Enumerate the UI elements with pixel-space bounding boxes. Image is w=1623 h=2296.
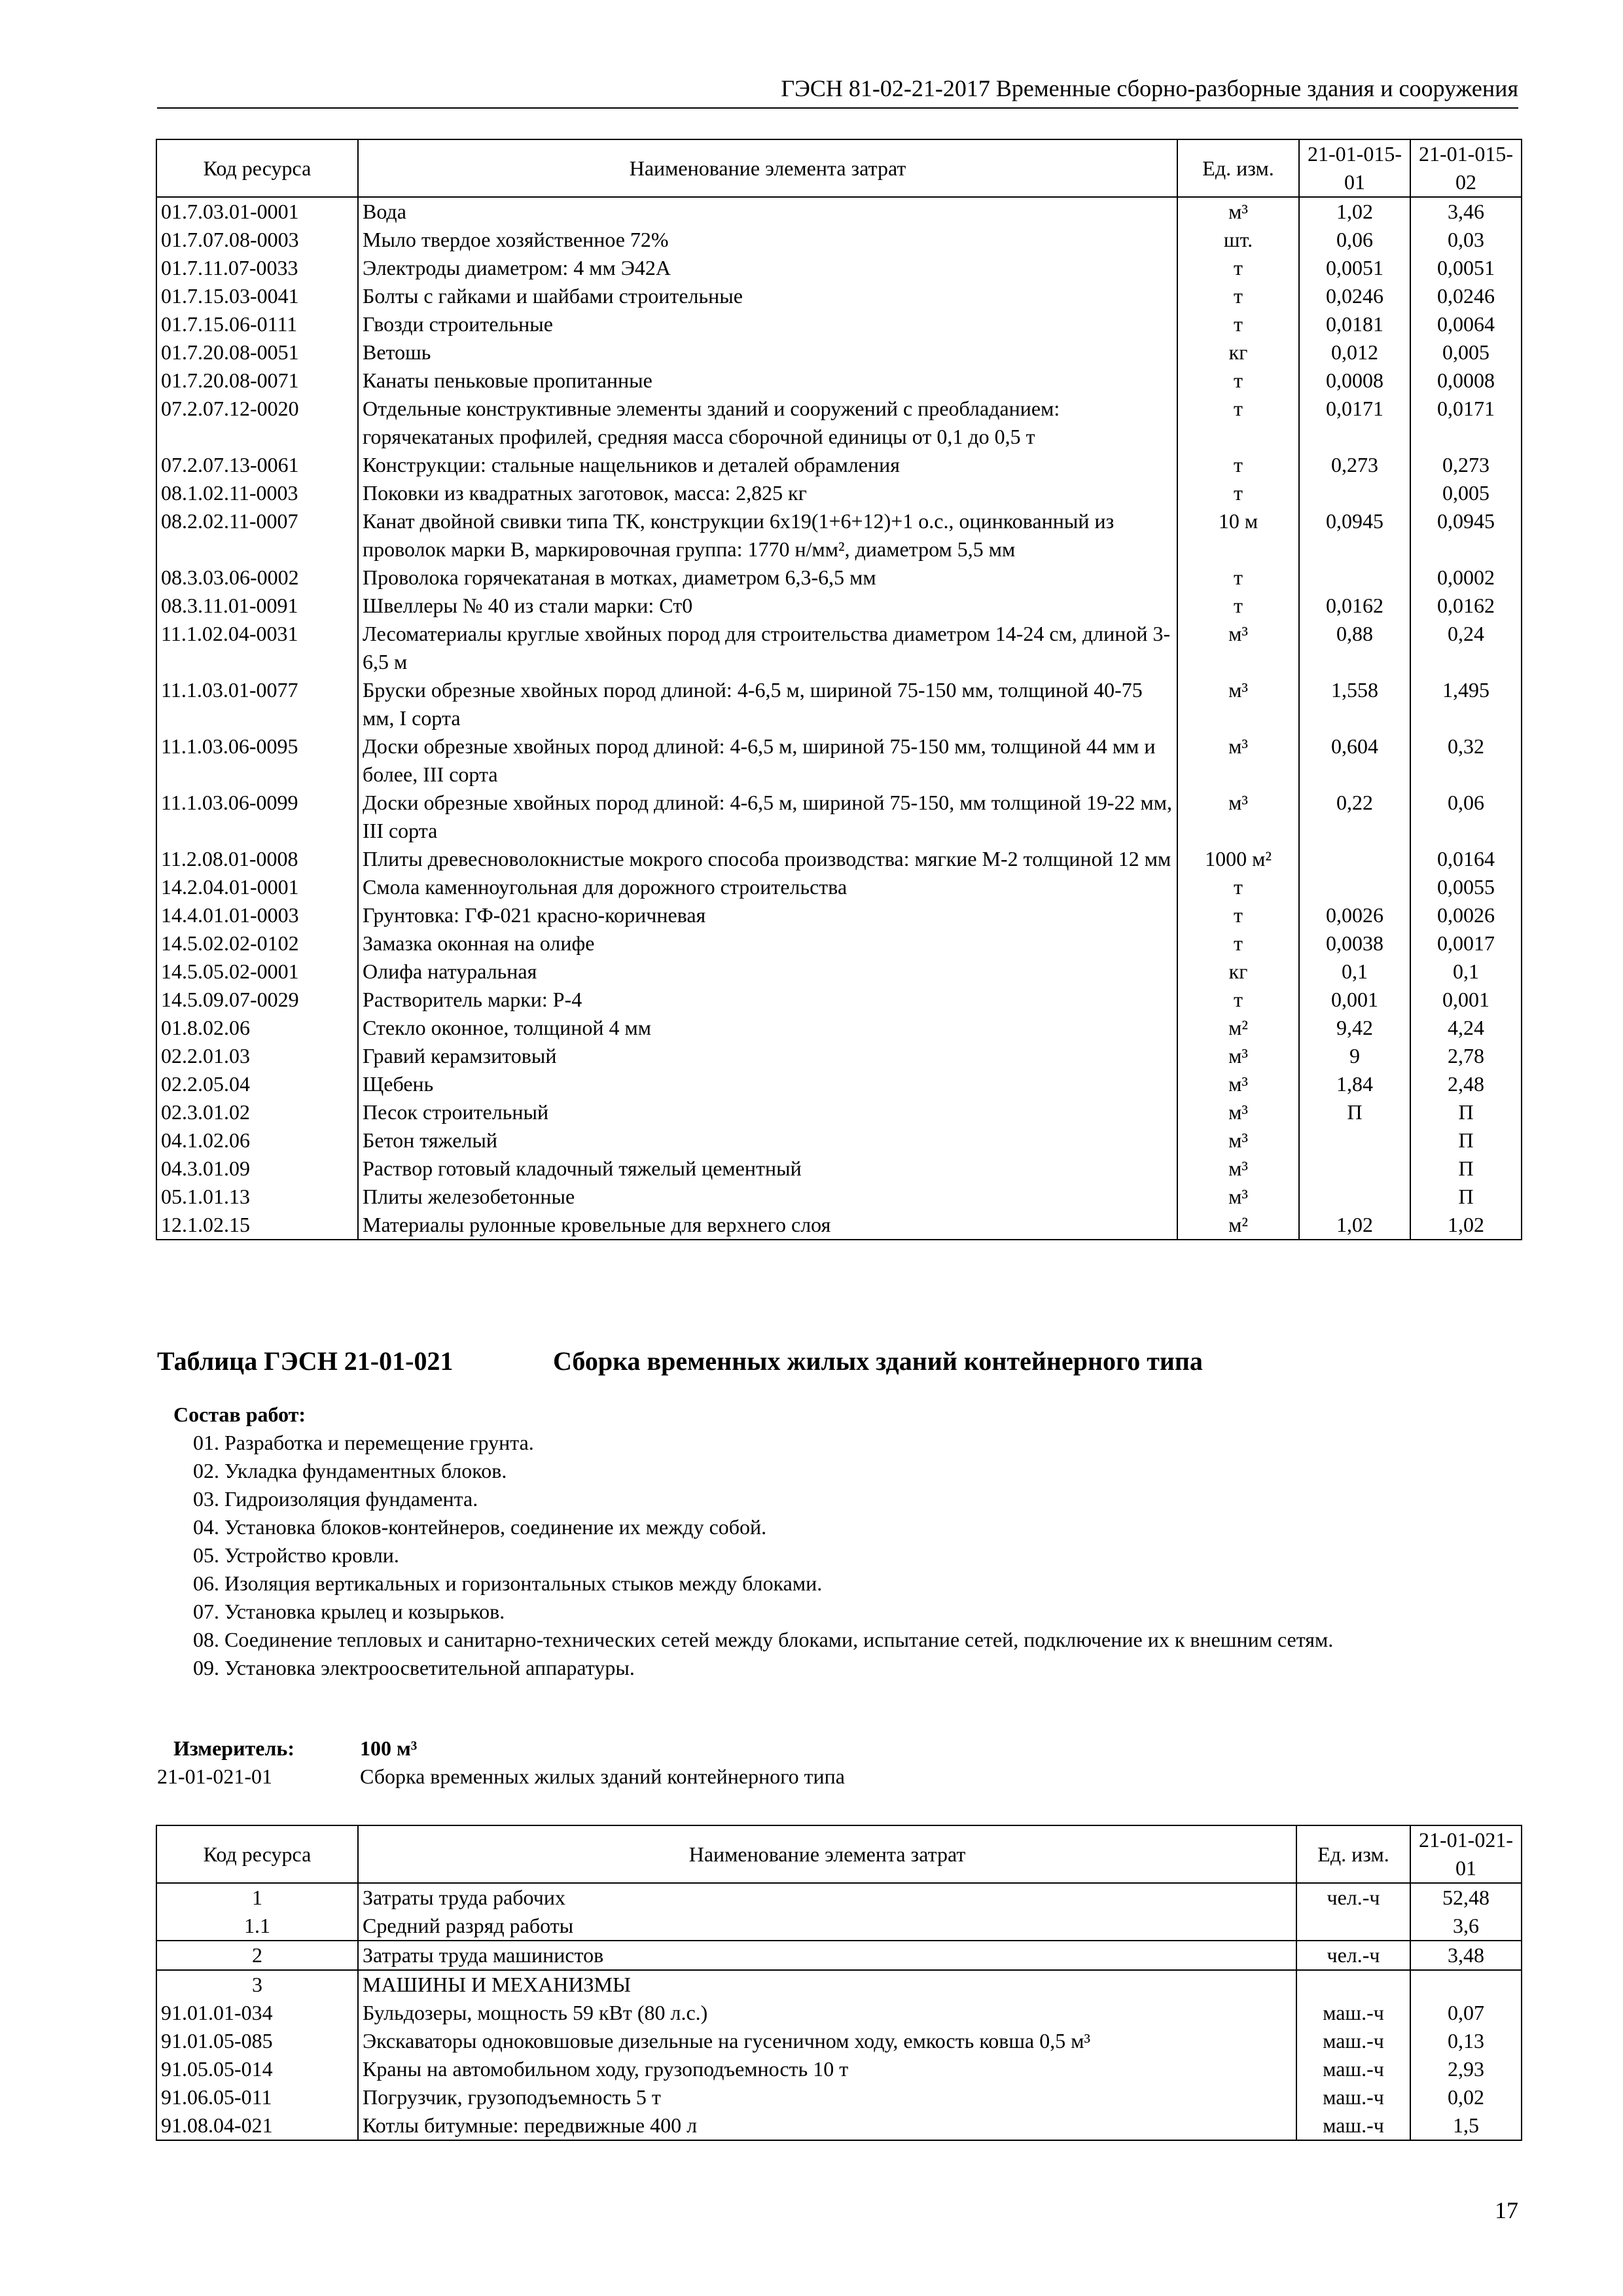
- cell-unit: т: [1177, 254, 1299, 282]
- cell-name: Бруски обрезные хвойных пород длиной: 4-6,5 м, шириной 75-150 мм, толщиной 40-75 мм, I сорта: [358, 676, 1177, 732]
- cell-unit: т: [1177, 367, 1299, 395]
- cell-name: Поковки из квадратных заготовок, масса: 2,825 кг: [358, 479, 1177, 507]
- page-number: 17: [1495, 2197, 1518, 2223]
- cell-name: Канат двойной свивки типа ТК, конструкции 6x19(1+6+12)+1 о.с., оцинкованный из проволок марки В, маркировочная группа: 1770 н/мм², диаметром 5,5 мм: [358, 507, 1177, 564]
- cell-code: 08.3.11.01-0091: [156, 592, 358, 620]
- cell-unit: м³: [1177, 1183, 1299, 1211]
- cell-name: Затраты труда машинистов: [358, 1941, 1296, 1970]
- table-row: [156, 1999, 1522, 2027]
- table-number: Таблица ГЭСН 21-01-021: [157, 1346, 454, 1376]
- cell-norm-2: 0,0002: [1410, 564, 1522, 592]
- table-row: [156, 1155, 1522, 1183]
- cell-code: 01.7.15.03-0041: [156, 282, 358, 310]
- cell-code: 08.3.03.06-0002: [156, 564, 358, 592]
- cell-code: 11.1.02.04-0031: [156, 620, 358, 676]
- cell-norm-1: 9,42: [1299, 1014, 1410, 1042]
- cell-norm-2: 0,005: [1410, 479, 1522, 507]
- cell-code: 01.7.20.08-0051: [156, 338, 358, 367]
- cell-unit: кг: [1177, 958, 1299, 986]
- cell-name: Краны на автомобильном ходу, грузоподъемность 10 т: [358, 2055, 1296, 2083]
- cell-unit: чел.-ч: [1296, 1941, 1410, 1970]
- cell-code: 91.08.04-021: [156, 2111, 358, 2140]
- cell-norm-1: 0,604: [1299, 732, 1410, 789]
- cell-code: 91.01.05-085: [156, 2027, 358, 2055]
- cell-code: 1.1: [156, 1912, 358, 1941]
- cell-code: 04.3.01.09: [156, 1155, 358, 1183]
- works-heading: Состав работ:: [173, 1403, 306, 1426]
- work-item: 03. Гидроизоляция фундамента.: [193, 1487, 478, 1511]
- cell-code: 91.05.05-014: [156, 2055, 358, 2083]
- cell-code: 01.8.02.06: [156, 1014, 358, 1042]
- col-header-code: Код ресурса: [156, 139, 358, 197]
- cell-name: МАШИНЫ И МЕХАНИЗМЫ: [358, 1970, 1296, 1999]
- table-row: [156, 1098, 1522, 1126]
- cell-name: Песок строительный: [358, 1098, 1177, 1126]
- cell-unit: чел.-ч: [1296, 1883, 1410, 1912]
- cell-norm-1: 0,0026: [1299, 901, 1410, 929]
- cell-norm-2: 0,24: [1410, 620, 1522, 676]
- cell-unit: т: [1177, 310, 1299, 338]
- cell-norm-1: П: [1299, 1098, 1410, 1126]
- cell-norm-2: 0,0026: [1410, 901, 1522, 929]
- header-title: ГЭСН 81-02-21-2017 Временные сборно-разборные здания и сооружения: [781, 75, 1518, 101]
- cell-code: 3: [156, 1970, 358, 1999]
- cell-norm-1: [1299, 479, 1410, 507]
- cell-norm-2: П: [1410, 1126, 1522, 1155]
- work-item: 05. Устройство кровли.: [193, 1543, 399, 1567]
- cell-name: Щебень: [358, 1070, 1177, 1098]
- cell-name: Бульдозеры, мощность 59 кВт (80 л.с.): [358, 1999, 1296, 2027]
- table-row: [156, 254, 1522, 282]
- cell-name: Материалы рулонные кровельные для верхнего слоя: [358, 1211, 1177, 1240]
- cell-name: Проволока горячекатаная в мотках, диаметром 6,3-6,5 мм: [358, 564, 1177, 592]
- cell-name: Мыло твердое хозяйственное 72%: [358, 226, 1177, 254]
- cell-norm-2: 0,0008: [1410, 367, 1522, 395]
- cell-norm-1: [1299, 845, 1410, 873]
- cell-norm-2: П: [1410, 1183, 1522, 1211]
- cell-unit: м²: [1177, 1014, 1299, 1042]
- work-item: 07. Установка крылец и козырьков.: [193, 1600, 505, 1623]
- cell-code: 91.06.05-011: [156, 2083, 358, 2111]
- cell-name: Плиты железобетонные: [358, 1183, 1177, 1211]
- table-row: [156, 197, 1522, 226]
- cell-code: 14.5.09.07-0029: [156, 986, 358, 1014]
- table-row: [156, 845, 1522, 873]
- cell-code: 02.2.01.03: [156, 1042, 358, 1070]
- cell-name: Швеллеры № 40 из стали марки: Ст0: [358, 592, 1177, 620]
- meter-label: Измеритель:: [173, 1736, 294, 1760]
- cell-norm-2: 1,495: [1410, 676, 1522, 732]
- cell-norm: [1410, 1970, 1522, 1999]
- table-row: [156, 2111, 1522, 2140]
- cell-unit: м³: [1177, 1070, 1299, 1098]
- col-header-norm-2: 21-01-015-02: [1410, 139, 1522, 197]
- table-row: [156, 338, 1522, 367]
- cell-code: 1: [156, 1883, 358, 1912]
- cell-unit: м³: [1177, 1098, 1299, 1126]
- cell-norm-1: 9: [1299, 1042, 1410, 1070]
- table-row: [156, 901, 1522, 929]
- table-row: [156, 1070, 1522, 1098]
- resource-table-2: [156, 1825, 1522, 2141]
- col-header-norm: 21-01-021-01: [1410, 1825, 1522, 1883]
- meter-block: [157, 1734, 845, 1791]
- cell-unit: т: [1177, 282, 1299, 310]
- cell-unit: м³: [1177, 1155, 1299, 1183]
- cell-norm-2: 0,0246: [1410, 282, 1522, 310]
- work-item: 06. Изоляция вертикальных и горизонтальных стыков между блоками.: [193, 1571, 823, 1595]
- cell-unit: [1296, 1970, 1410, 1999]
- col-header-name: Наименование элемента затрат: [358, 139, 1177, 197]
- cell-code: 04.1.02.06: [156, 1126, 358, 1155]
- cell-norm-1: 0,0171: [1299, 395, 1410, 451]
- cell-unit: м³: [1177, 197, 1299, 226]
- cell-norm-1: 0,22: [1299, 789, 1410, 845]
- cell-norm-1: [1299, 564, 1410, 592]
- cell-norm-2: 0,0162: [1410, 592, 1522, 620]
- table-row: [156, 1970, 1522, 1999]
- cell-norm-1: 1,84: [1299, 1070, 1410, 1098]
- cell-unit: м³: [1177, 676, 1299, 732]
- table-2-body: [156, 1883, 1522, 2140]
- cell-norm-1: [1299, 1126, 1410, 1155]
- page-header: [157, 73, 1518, 109]
- table-row: [156, 479, 1522, 507]
- cell-norm-2: П: [1410, 1098, 1522, 1126]
- table-row: [156, 1912, 1522, 1941]
- cell-name: Грунтовка: ГФ-021 красно-коричневая: [358, 901, 1177, 929]
- cell-unit: кг: [1177, 338, 1299, 367]
- table-row: [156, 367, 1522, 395]
- cell-norm-2: 1,02: [1410, 1211, 1522, 1240]
- cell-name: Затраты труда рабочих: [358, 1883, 1296, 1912]
- cell-unit: шт.: [1177, 226, 1299, 254]
- cell-code: 11.1.03.06-0099: [156, 789, 358, 845]
- cell-norm-2: 0,06: [1410, 789, 1522, 845]
- cell-norm-2: 2,48: [1410, 1070, 1522, 1098]
- cell-code: 01.7.20.08-0071: [156, 367, 358, 395]
- works-list: [173, 1429, 1482, 1682]
- table-row: [156, 1183, 1522, 1211]
- cell-norm-1: [1299, 1183, 1410, 1211]
- cell-unit: т: [1177, 395, 1299, 451]
- cell-name: Средний разряд работы: [358, 1912, 1296, 1941]
- cell-norm-1: [1299, 873, 1410, 901]
- table-row: [156, 1126, 1522, 1155]
- cell-norm-2: 0,0055: [1410, 873, 1522, 901]
- work-item: 09. Установка электроосветительной аппаратуры.: [193, 1656, 635, 1679]
- cell-unit: м³: [1177, 789, 1299, 845]
- cell-norm: 1,5: [1410, 2111, 1522, 2140]
- cell-unit: т: [1177, 451, 1299, 479]
- cell-code: 01.7.11.07-0033: [156, 254, 358, 282]
- cell-unit: т: [1177, 479, 1299, 507]
- cell-name: Лесоматериалы круглые хвойных пород для строительства диаметром 14-24 см, длиной 3-6,5 м: [358, 620, 1177, 676]
- work-item: 01. Разработка и перемещение грунта.: [193, 1431, 534, 1454]
- table-row: [156, 986, 1522, 1014]
- table-row: [156, 282, 1522, 310]
- cell-name: Котлы битумные: передвижные 400 л: [358, 2111, 1296, 2140]
- table-row: [156, 929, 1522, 958]
- cell-name: Доски обрезные хвойных пород длиной: 4-6,5 м, шириной 75-150, мм толщиной 19-22 мм, III сорта: [358, 789, 1177, 845]
- work-item: 04. Установка блоков-контейнеров, соединение их между собой.: [193, 1515, 767, 1539]
- cell-unit: м³: [1177, 620, 1299, 676]
- table-row: [156, 592, 1522, 620]
- cell-unit: маш.-ч: [1296, 1999, 1410, 2027]
- table-row: [156, 1941, 1522, 1970]
- table-row: [156, 2027, 1522, 2055]
- works-composition: [173, 1401, 1482, 1682]
- cell-name: Стекло оконное, толщиной 4 мм: [358, 1014, 1177, 1042]
- cell-name: Замазка оконная на олифе: [358, 929, 1177, 958]
- table-row: [156, 676, 1522, 732]
- cell-norm-1: 0,273: [1299, 451, 1410, 479]
- table-row: [156, 507, 1522, 564]
- cell-norm-2: 0,32: [1410, 732, 1522, 789]
- cell-name: Болты с гайками и шайбами строительные: [358, 282, 1177, 310]
- table-name: Сборка временных жилых зданий контейнерного типа: [553, 1346, 1203, 1376]
- cell-norm-2: 0,0017: [1410, 929, 1522, 958]
- norm-description: Сборка временных жилых зданий контейнерного типа: [360, 1765, 845, 1788]
- table-row: [156, 310, 1522, 338]
- cell-norm-1: 0,0246: [1299, 282, 1410, 310]
- cell-name: Конструкции: стальные нащельников и деталей обрамления: [358, 451, 1177, 479]
- cell-norm: 3,48: [1410, 1941, 1522, 1970]
- cell-code: 08.2.02.11-0007: [156, 507, 358, 564]
- cell-code: 01.7.07.08-0003: [156, 226, 358, 254]
- cell-name: Электроды диаметром: 4 мм Э42А: [358, 254, 1177, 282]
- cell-code: 11.2.08.01-0008: [156, 845, 358, 873]
- cell-norm-1: 1,02: [1299, 197, 1410, 226]
- table-row: [156, 873, 1522, 901]
- cell-norm: 0,07: [1410, 1999, 1522, 2027]
- table-row: [156, 958, 1522, 986]
- table-row: [156, 1211, 1522, 1240]
- cell-code: 11.1.03.06-0095: [156, 732, 358, 789]
- resource-table-1: [156, 139, 1522, 1240]
- cell-norm-1: [1299, 1155, 1410, 1183]
- cell-name: Растворитель марки: Р-4: [358, 986, 1177, 1014]
- cell-norm-2: 0,1: [1410, 958, 1522, 986]
- table-title: [157, 1343, 1203, 1380]
- cell-code: 12.1.02.15: [156, 1211, 358, 1240]
- col-header-code: Код ресурса: [156, 1825, 358, 1883]
- cell-name: Вода: [358, 197, 1177, 226]
- cell-name: Смола каменноугольная для дорожного строительства: [358, 873, 1177, 901]
- cell-name: Доски обрезные хвойных пород длиной: 4-6,5 м, шириной 75-150 мм, толщиной 44 мм и более, III сорта: [358, 732, 1177, 789]
- table-row: [156, 2083, 1522, 2111]
- cell-code: 05.1.01.13: [156, 1183, 358, 1211]
- cell-norm-2: 0,0064: [1410, 310, 1522, 338]
- cell-unit: 1000 м²: [1177, 845, 1299, 873]
- cell-unit: маш.-ч: [1296, 2055, 1410, 2083]
- norm-code: 21-01-021-01: [157, 1765, 272, 1788]
- cell-unit: т: [1177, 873, 1299, 901]
- cell-norm-2: 0,273: [1410, 451, 1522, 479]
- cell-code: 07.2.07.13-0061: [156, 451, 358, 479]
- table-row: [156, 1042, 1522, 1070]
- cell-code: 02.3.01.02: [156, 1098, 358, 1126]
- cell-norm-1: 0,0008: [1299, 367, 1410, 395]
- cell-code: 02.2.05.04: [156, 1070, 358, 1098]
- cell-norm-1: 0,0038: [1299, 929, 1410, 958]
- cell-code: 2: [156, 1941, 358, 1970]
- cell-name: Гвозди строительные: [358, 310, 1177, 338]
- work-item: 08. Соединение тепловых и санитарно-технических сетей между блоками, испытание сетей, подключение их к внешним сетям.: [193, 1628, 1334, 1651]
- cell-norm-1: 0,06: [1299, 226, 1410, 254]
- work-item: 02. Укладка фундаментных блоков.: [193, 1459, 507, 1482]
- cell-code: 14.2.04.01-0001: [156, 873, 358, 901]
- table-row: [156, 2055, 1522, 2083]
- cell-name: Ветошь: [358, 338, 1177, 367]
- cell-code: 11.1.03.01-0077: [156, 676, 358, 732]
- cell-unit: т: [1177, 929, 1299, 958]
- cell-code: 14.4.01.01-0003: [156, 901, 358, 929]
- cell-unit: м³: [1177, 1126, 1299, 1155]
- cell-unit: м²: [1177, 1211, 1299, 1240]
- cell-norm: 3,6: [1410, 1912, 1522, 1941]
- cell-code: 07.2.07.12-0020: [156, 395, 358, 451]
- cell-unit: [1296, 1912, 1410, 1941]
- col-header-unit: Ед. изм.: [1296, 1825, 1410, 1883]
- cell-name: Гравий керамзитовый: [358, 1042, 1177, 1070]
- cell-name: Плиты древесноволокнистые мокрого способа производства: мягкие М-2 толщиной 12 мм: [358, 845, 1177, 873]
- cell-norm-2: 0,03: [1410, 226, 1522, 254]
- cell-norm-2: 4,24: [1410, 1014, 1522, 1042]
- cell-norm: 0,13: [1410, 2027, 1522, 2055]
- cell-code: 01.7.03.01-0001: [156, 197, 358, 226]
- cell-norm: 52,48: [1410, 1883, 1522, 1912]
- cell-unit: т: [1177, 564, 1299, 592]
- cell-norm-2: П: [1410, 1155, 1522, 1183]
- cell-norm-2: 2,78: [1410, 1042, 1522, 1070]
- cell-norm-2: 0,0945: [1410, 507, 1522, 564]
- cell-norm-2: 0,0164: [1410, 845, 1522, 873]
- table-row: [156, 1014, 1522, 1042]
- cell-name: Раствор готовый кладочный тяжелый цементный: [358, 1155, 1177, 1183]
- cell-norm-1: 0,0181: [1299, 310, 1410, 338]
- cell-code: 14.5.05.02-0001: [156, 958, 358, 986]
- cell-norm-2: 0,0171: [1410, 395, 1522, 451]
- cell-unit: т: [1177, 901, 1299, 929]
- cell-norm-1: 0,1: [1299, 958, 1410, 986]
- cell-unit: маш.-ч: [1296, 2027, 1410, 2055]
- cell-norm-1: 0,0051: [1299, 254, 1410, 282]
- cell-code: 91.01.01-034: [156, 1999, 358, 2027]
- cell-norm-1: 0,88: [1299, 620, 1410, 676]
- cell-norm-1: 0,001: [1299, 986, 1410, 1014]
- cell-code: 08.1.02.11-0003: [156, 479, 358, 507]
- table-row: [156, 451, 1522, 479]
- cell-name: Отдельные конструктивные элементы зданий и сооружений с преобладанием: горячекатаных профилей, средняя масса сборочной единицы от 0,1 до 0,5 т: [358, 395, 1177, 451]
- cell-norm-2: 0,0051: [1410, 254, 1522, 282]
- cell-norm-1: 0,0162: [1299, 592, 1410, 620]
- cell-norm-1: 0,012: [1299, 338, 1410, 367]
- cell-code: 01.7.15.06-0111: [156, 310, 358, 338]
- table-row: [156, 1883, 1522, 1912]
- cell-norm-2: 0,005: [1410, 338, 1522, 367]
- meter-value: 100 м³: [360, 1736, 418, 1760]
- cell-name: Канаты пеньковые пропитанные: [358, 367, 1177, 395]
- cell-norm: 2,93: [1410, 2055, 1522, 2083]
- cell-norm-1: 1,02: [1299, 1211, 1410, 1240]
- cell-norm-2: 0,001: [1410, 986, 1522, 1014]
- cell-name: Экскаваторы одноковшовые дизельные на гусеничном ходу, емкость ковша 0,5 м³: [358, 2027, 1296, 2055]
- cell-unit: м³: [1177, 1042, 1299, 1070]
- col-header-norm-1: 21-01-015-01: [1299, 139, 1410, 197]
- col-header-unit: Ед. изм.: [1177, 139, 1299, 197]
- cell-unit: маш.-ч: [1296, 2111, 1410, 2140]
- cell-norm-1: 0,0945: [1299, 507, 1410, 564]
- cell-norm-1: 1,558: [1299, 676, 1410, 732]
- table-row: [156, 564, 1522, 592]
- cell-name: Бетон тяжелый: [358, 1126, 1177, 1155]
- cell-norm: 0,02: [1410, 2083, 1522, 2111]
- cell-unit: маш.-ч: [1296, 2083, 1410, 2111]
- table-row: [156, 395, 1522, 451]
- table-row: [156, 226, 1522, 254]
- table-row: [156, 732, 1522, 789]
- table-1-body: [156, 197, 1522, 1240]
- cell-unit: 10 м: [1177, 507, 1299, 564]
- cell-unit: м³: [1177, 732, 1299, 789]
- table-row: [156, 789, 1522, 845]
- table-row: [156, 620, 1522, 676]
- cell-unit: т: [1177, 986, 1299, 1014]
- cell-name: Погрузчик, грузоподъемность 5 т: [358, 2083, 1296, 2111]
- cell-norm-2: 3,46: [1410, 197, 1522, 226]
- cell-unit: т: [1177, 592, 1299, 620]
- cell-code: 14.5.02.02-0102: [156, 929, 358, 958]
- col-header-name: Наименование элемента затрат: [358, 1825, 1296, 1883]
- cell-name: Олифа натуральная: [358, 958, 1177, 986]
